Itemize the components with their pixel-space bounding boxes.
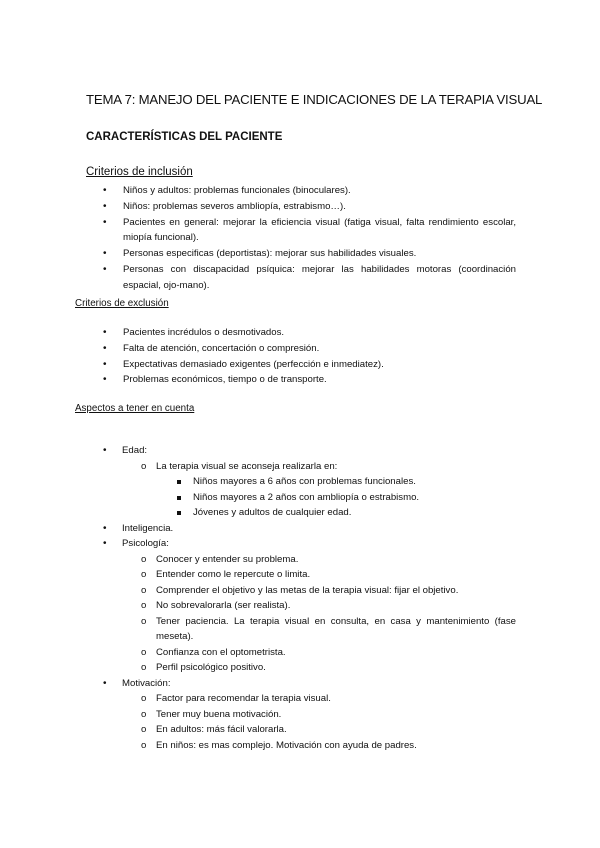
list-item: • Niños: problemas severos ambliopía, estrabismo…). xyxy=(86,199,516,215)
list-item: • Personas con discapacidad psíquica: mejorar las habilidades motoras (coordinación espacial, ojo-mano). xyxy=(103,263,516,291)
list-item: • Problemas económicos, tiempo o de transporte. xyxy=(86,372,516,388)
bullet-icon: • xyxy=(103,374,107,386)
bullet-icon: • xyxy=(103,445,107,456)
circle-bullet-icon: o xyxy=(141,553,147,565)
bullet-icon: • xyxy=(103,185,107,196)
bullet-icon: • xyxy=(103,200,107,212)
bullet-icon: • xyxy=(103,342,107,354)
list-subitem: o Perfil psicológico positivo. xyxy=(86,660,516,676)
bullet-icon: • xyxy=(103,677,107,689)
bullet-icon: • xyxy=(103,358,107,370)
section-title: CARACTERÍSTICAS DEL PACIENTE xyxy=(86,131,283,143)
bullet-icon: • xyxy=(103,216,107,228)
list-item-inteligencia: • Inteligencia. xyxy=(86,521,516,537)
circle-bullet-icon: o xyxy=(141,739,147,751)
inclusion-list xyxy=(86,183,516,294)
square-bullet-icon xyxy=(177,496,181,500)
aspects-list xyxy=(86,443,516,753)
list-subitem: o Tener paciencia. La terapia visual en consulta, en casa y mantenimiento (fase meseta). xyxy=(141,615,516,642)
bullet-icon: • xyxy=(103,263,107,275)
square-bullet-icon xyxy=(177,480,181,484)
list-subitem: o En niños: es mas complejo. Motivación con ayuda de padres. xyxy=(86,738,516,754)
list-subsubitem: Jóvenes y adultos de cualquier edad. xyxy=(86,505,516,521)
document-title: TEMA 7: MANEJO DEL PACIENTE E INDICACIONES DE LA TERAPIA VISUAL xyxy=(86,92,543,107)
list-item: • Expectativas demasiado exigentes (perfección e inmediatez). xyxy=(86,357,516,373)
aspects-heading: Aspectos a tener en cuenta xyxy=(75,403,195,414)
list-subitem: o En adultos: más fácil valorarla. xyxy=(86,722,516,738)
circle-bullet-icon: o xyxy=(141,600,147,611)
list-item-psicologia: • Psicología: xyxy=(86,536,516,552)
circle-bullet-icon: o xyxy=(141,569,147,580)
bullet-icon: • xyxy=(103,248,107,260)
circle-bullet-icon: o xyxy=(141,662,147,673)
circle-bullet-icon: o xyxy=(141,708,147,720)
list-subitem: o La terapia visual se aconseja realizarla en: xyxy=(86,459,516,475)
circle-bullet-icon: o xyxy=(141,693,147,704)
list-subsubitem: Niños mayores a 6 años con problemas funcionales. xyxy=(86,474,516,490)
list-subitem: o Comprender el objetivo y las metas de la terapia visual: fijar el objetivo. xyxy=(86,583,516,599)
list-item-edad: • Edad: xyxy=(86,443,516,459)
exclusion-list xyxy=(86,325,516,388)
circle-bullet-icon: o xyxy=(141,615,147,627)
circle-bullet-icon: o xyxy=(141,646,147,658)
list-subitem: o Entender como le repercute o limita. xyxy=(86,567,516,583)
inclusion-heading: Criterios de inclusión xyxy=(86,166,193,178)
list-item: • Pacientes en general: mejorar la eficiencia visual (fatiga visual, falta rendimiento escolar, miopía funcional). xyxy=(103,216,516,244)
list-item: • Niños y adultos: problemas funcionales (binoculares). xyxy=(86,183,516,199)
circle-bullet-icon: o xyxy=(141,460,147,472)
list-subitem: o Conocer y entender su problema. xyxy=(86,552,516,568)
list-item: • Falta de atención, concertación o compresión. xyxy=(86,341,516,357)
list-subitem: o No sobrevalorarla (ser realista). xyxy=(86,598,516,614)
list-subitem: o Confianza con el optometrista. xyxy=(86,645,516,661)
bullet-icon: • xyxy=(103,538,107,549)
bullet-icon: • xyxy=(103,522,107,534)
square-bullet-icon xyxy=(177,511,181,515)
circle-bullet-icon: o xyxy=(141,584,147,596)
list-item: • Personas especificas (deportistas): mejorar sus habilidades visuales. xyxy=(86,246,516,262)
list-subitem: o Tener muy buena motivación. xyxy=(86,707,516,723)
bullet-icon: • xyxy=(103,327,107,338)
circle-bullet-icon: o xyxy=(141,724,147,735)
list-subitem: o Factor para recomendar la terapia visual. xyxy=(86,691,516,707)
list-item-motivacion: • Motivación: xyxy=(86,676,516,692)
list-subsubitem: Niños mayores a 2 años con ambliopía o estrabismo. xyxy=(86,490,516,506)
exclusion-heading: Criterios de exclusión xyxy=(75,298,169,309)
list-item: • Pacientes incrédulos o desmotivados. xyxy=(86,325,516,341)
